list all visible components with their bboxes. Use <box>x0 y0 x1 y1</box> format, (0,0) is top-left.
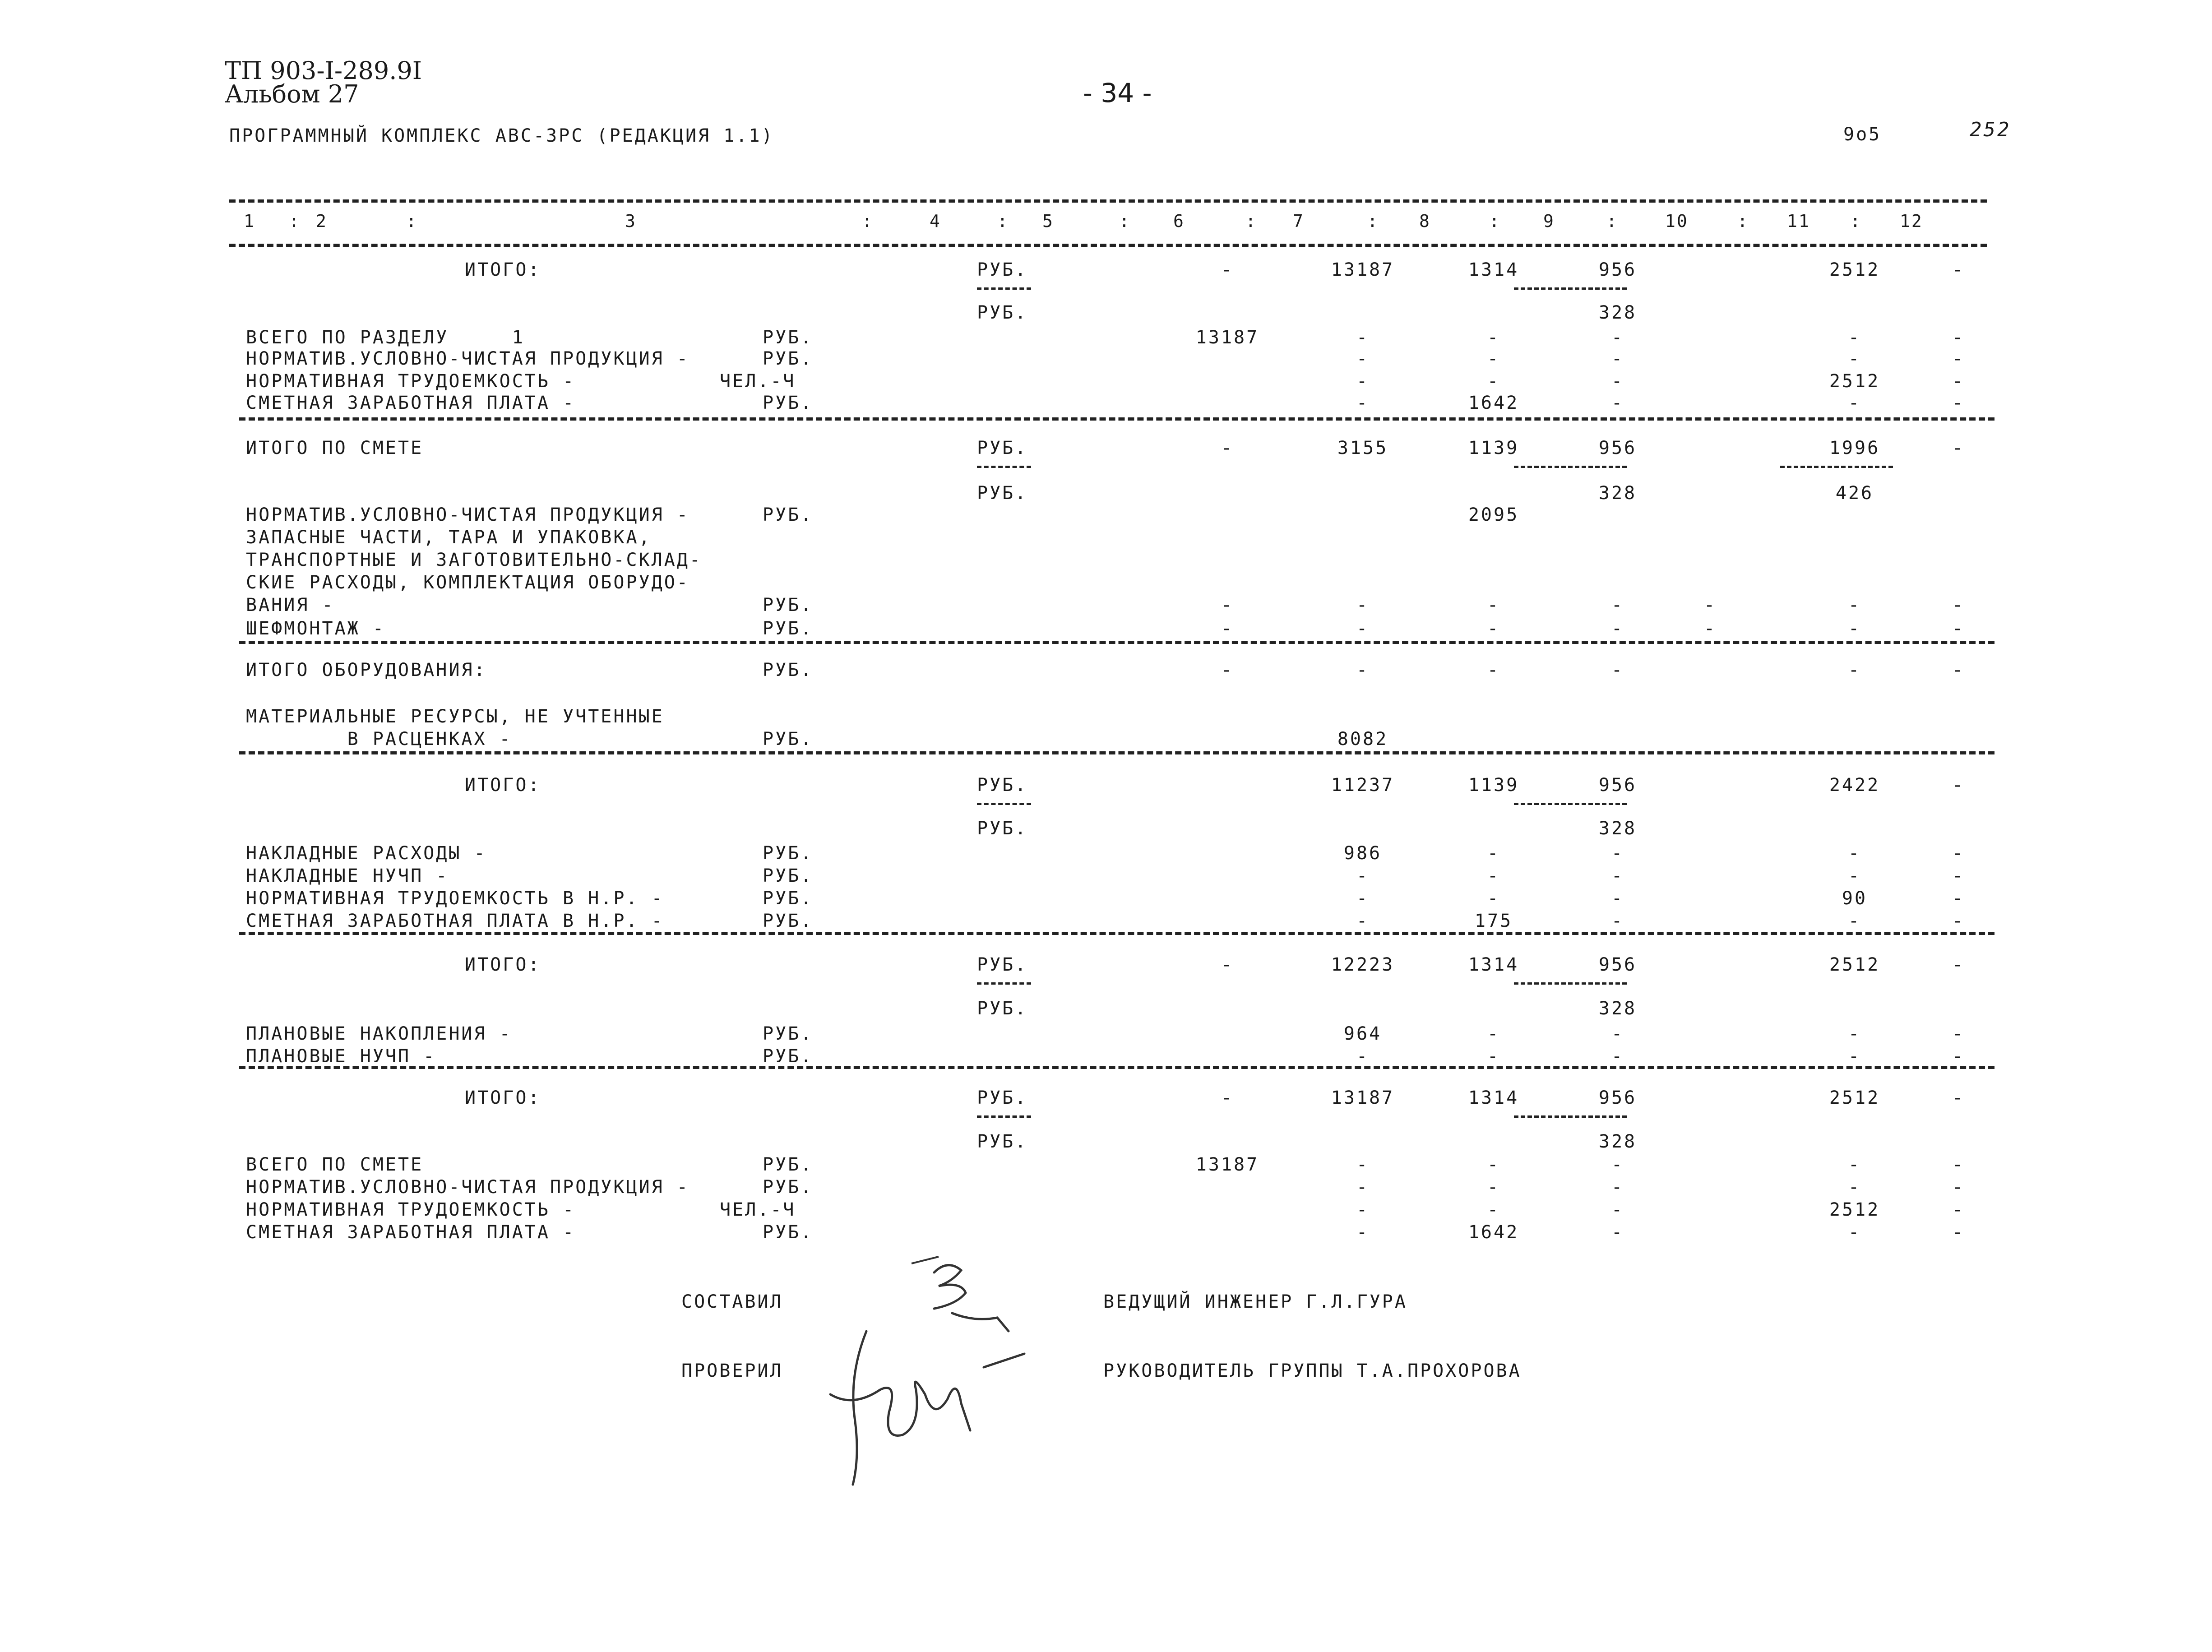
subtotal-underline <box>1514 982 1627 985</box>
cell-c8: - <box>1487 1154 1500 1175</box>
cell-c8: - <box>1487 660 1500 680</box>
cell-c12: - <box>1952 371 1965 392</box>
column-header-11: 11 <box>1787 211 1810 231</box>
cell-c7: 13187 <box>1331 1087 1395 1108</box>
row-label: СМЕТНАЯ ЗАРАБОТНАЯ ПЛАТА - <box>246 393 576 413</box>
cell-c12: - <box>1952 1154 1965 1175</box>
cell-c11: - <box>1848 327 1861 348</box>
column-header-7: 7 <box>1293 211 1305 231</box>
cell-c11: 2512 <box>1829 954 1880 975</box>
cell-c7: - <box>1356 393 1370 413</box>
cell-c9: 956 <box>1598 954 1637 975</box>
cell-c11: - <box>1848 618 1861 639</box>
row-unit: РУБ. <box>763 911 814 931</box>
section-separator <box>239 1066 1995 1069</box>
row-unit: РУБ. <box>977 954 1028 975</box>
cell-c11: - <box>1848 1046 1861 1067</box>
cell-c9: - <box>1611 1046 1624 1067</box>
row-unit: РУБ. <box>763 865 814 886</box>
cell-c9: 328 <box>1598 1131 1637 1152</box>
cell-c11: 2512 <box>1829 259 1880 280</box>
section-separator <box>239 417 1995 421</box>
cell-c7: - <box>1356 618 1370 639</box>
cell-c6: - <box>1221 259 1234 280</box>
unit-underline <box>977 982 1031 985</box>
column-header-1: 1 <box>244 211 255 231</box>
cell-c11: - <box>1848 1023 1861 1044</box>
cell-c8: 1314 <box>1468 954 1519 975</box>
row-label: ИТОГО: <box>465 954 541 975</box>
column-divider-8: : <box>1489 211 1501 231</box>
cell-c12: - <box>1952 1087 1965 1108</box>
cell-c11: - <box>1848 865 1861 886</box>
section-separator <box>239 641 1995 644</box>
cell-c8: - <box>1487 1023 1500 1044</box>
cell-c9: - <box>1611 911 1624 931</box>
cell-c11: - <box>1848 911 1861 931</box>
cell-c12: - <box>1952 1199 1965 1220</box>
cell-c6: - <box>1221 618 1234 639</box>
row-unit: РУБ. <box>763 618 814 639</box>
cell-c9: - <box>1611 843 1624 864</box>
row-label: ИТОГО: <box>465 775 541 796</box>
row-label: НОРМАТИВ.УСЛОВНО-ЧИСТАЯ ПРОДУКЦИЯ - <box>246 504 690 525</box>
column-divider-10: : <box>1737 211 1749 231</box>
column-divider-6: : <box>1245 211 1257 231</box>
cell-c7: - <box>1356 888 1370 909</box>
unit-underline <box>977 1115 1031 1118</box>
cell-c6: 13187 <box>1195 1154 1259 1175</box>
column-divider-5: : <box>1119 211 1131 231</box>
row-unit: РУБ. <box>763 1023 814 1044</box>
row-label: НОРМАТИВНАЯ ТРУДОЕМКОСТЬ В Н.Р. - <box>246 888 664 909</box>
row-label: ИТОГО ПО СМЕТЕ <box>246 438 424 458</box>
cell-c9: - <box>1611 1154 1624 1175</box>
cell-c12: - <box>1952 1222 1965 1243</box>
cell-c12: - <box>1952 259 1965 280</box>
cell-c7: - <box>1356 595 1370 615</box>
cell-c12: - <box>1952 618 1965 639</box>
cell-c8: 1139 <box>1468 438 1519 458</box>
cell-c12: - <box>1952 954 1965 975</box>
cell-c12: - <box>1952 843 1965 864</box>
subtotal-underline <box>1514 1115 1627 1118</box>
cell-c12: - <box>1952 1046 1965 1067</box>
cell-c12: - <box>1952 865 1965 886</box>
cell-c11: - <box>1848 843 1861 864</box>
cell-c8: - <box>1487 865 1500 886</box>
cell-c11: 90 <box>1842 888 1868 909</box>
cell-c9: 328 <box>1598 483 1637 504</box>
row-label: ПЛАНОВЫЕ НУЧП - <box>246 1046 436 1067</box>
cell-c11: 2512 <box>1829 1087 1880 1108</box>
cell-c7: - <box>1356 1046 1370 1067</box>
column-header-8: 8 <box>1419 211 1431 231</box>
cell-c7: - <box>1356 348 1370 369</box>
cell-c9: - <box>1611 865 1624 886</box>
page-number: - 34 - <box>1083 78 1152 108</box>
cell-c9: - <box>1611 371 1624 392</box>
cell-c11: 2512 <box>1829 371 1880 392</box>
cell-c8: - <box>1487 595 1500 615</box>
cell-c12: - <box>1952 393 1965 413</box>
cell-c12: - <box>1952 438 1965 458</box>
column-divider-9: : <box>1606 211 1618 231</box>
cell-c10: - <box>1703 618 1717 639</box>
cell-c9: 328 <box>1598 998 1637 1019</box>
row-unit: РУБ. <box>763 504 814 525</box>
cell-c9: 956 <box>1598 259 1637 280</box>
cell-c10: - <box>1703 595 1717 615</box>
cell-c9: - <box>1611 1199 1624 1220</box>
cell-c12: - <box>1952 775 1965 796</box>
row-unit: РУБ. <box>977 775 1028 796</box>
cell-c12: - <box>1952 660 1965 680</box>
cell-c11: - <box>1848 393 1861 413</box>
unit-underline <box>977 466 1031 468</box>
row-unit: РУБ. <box>763 327 814 348</box>
row-unit: РУБ. <box>977 438 1028 458</box>
row-label: СМЕТНАЯ ЗАРАБОТНАЯ ПЛАТА - <box>246 1222 576 1243</box>
signature-checked-icon <box>812 1322 1047 1494</box>
row-label: ВСЕГО ПО РАЗДЕЛУ 1 <box>246 327 525 348</box>
cell-c8: - <box>1487 327 1500 348</box>
cell-c11: - <box>1848 595 1861 615</box>
separator-header <box>229 244 1987 247</box>
cell-c8: 1642 <box>1468 1222 1519 1243</box>
cell-c9: - <box>1611 1023 1624 1044</box>
row-label: СМЕТНАЯ ЗАРАБОТНАЯ ПЛАТА В Н.Р. - <box>246 911 664 931</box>
row-label: НОРМАТИВ.УСЛОВНО-ЧИСТАЯ ПРОДУКЦИЯ - <box>246 1177 690 1198</box>
cell-c11: - <box>1848 660 1861 680</box>
cell-c11: - <box>1848 1222 1861 1243</box>
cell-c12: - <box>1952 348 1965 369</box>
cell-c8: 1314 <box>1468 1087 1519 1108</box>
cell-c9: - <box>1611 1177 1624 1198</box>
cell-c7: - <box>1356 865 1370 886</box>
row-unit: РУБ. <box>763 888 814 909</box>
cell-c9: 956 <box>1598 1087 1637 1108</box>
row-unit: РУБ. <box>763 1046 814 1067</box>
compiled-label: СОСТАВИЛ <box>681 1291 783 1312</box>
row-unit: РУБ. <box>763 1177 814 1198</box>
compiled-by: ВЕДУЩИЙ ИНЖЕНЕР Г.Л.ГУРА <box>1103 1291 1407 1312</box>
row-unit: РУБ. <box>763 660 814 680</box>
row-unit: ЧЕЛ.-Ч <box>720 1199 796 1220</box>
row-unit: РУБ. <box>763 729 814 750</box>
row-unit: РУБ. <box>977 818 1028 839</box>
cell-c11: 2422 <box>1829 775 1880 796</box>
section-separator <box>239 932 1995 935</box>
cell-c9: - <box>1611 660 1624 680</box>
row-label: НОРМАТИВНАЯ ТРУДОЕМКОСТЬ - <box>246 371 576 392</box>
cell-c6: - <box>1221 954 1234 975</box>
row-label: ТРАНСПОРТНЫЕ И ЗАГОТОВИТЕЛЬНО-СКЛАД- <box>246 550 702 570</box>
column-header-3: 3 <box>625 211 637 231</box>
column-divider-11: : <box>1850 211 1862 231</box>
row-unit: РУБ. <box>977 998 1028 1019</box>
cell-c7: 986 <box>1343 843 1382 864</box>
row-label: ИТОГО: <box>465 259 541 280</box>
cell-c11: - <box>1848 1154 1861 1175</box>
row-label: ИТОГО: <box>465 1087 541 1108</box>
cell-c9: 328 <box>1598 302 1637 323</box>
row-unit: ЧЕЛ.-Ч <box>720 371 796 392</box>
row-unit: РУБ. <box>977 1087 1028 1108</box>
row-unit: РУБ. <box>977 483 1028 504</box>
cell-c9: 956 <box>1598 775 1637 796</box>
row-unit: РУБ. <box>763 348 814 369</box>
row-label: ЗАПАСНЫЕ ЧАСТИ, ТАРА И УПАКОВКА, <box>246 527 652 548</box>
row-unit: РУБ. <box>763 843 814 864</box>
cell-c9: - <box>1611 327 1624 348</box>
row-label: ВАНИЯ - <box>246 595 335 615</box>
cell-c12: - <box>1952 1023 1965 1044</box>
cell-c8: - <box>1487 888 1500 909</box>
cell-c6: - <box>1221 1087 1234 1108</box>
row-label: НОРМАТИВ.УСЛОВНО-ЧИСТАЯ ПРОДУКЦИЯ - <box>246 348 690 369</box>
cell-c8: 2095 <box>1468 504 1519 525</box>
cell-c7: - <box>1356 660 1370 680</box>
cell-c7: - <box>1356 1222 1370 1243</box>
cell-c11: - <box>1848 1177 1861 1198</box>
album-label: Альбом 27 <box>225 80 359 108</box>
cell-c9: - <box>1611 595 1624 615</box>
cell-c6: 13187 <box>1195 327 1259 348</box>
row-unit: РУБ. <box>977 1131 1028 1152</box>
cell-c6: - <box>1221 660 1234 680</box>
cell-c7: - <box>1356 1177 1370 1198</box>
cell-c7: 3155 <box>1337 438 1388 458</box>
column-header-9: 9 <box>1543 211 1555 231</box>
cell-c9: - <box>1611 618 1624 639</box>
cell-c8: 175 <box>1474 911 1513 931</box>
cell-c9: - <box>1611 393 1624 413</box>
cell-c8: - <box>1487 1046 1500 1067</box>
row-unit: РУБ. <box>763 1154 814 1175</box>
separator-top <box>229 199 1987 203</box>
cell-c9: - <box>1611 348 1624 369</box>
column-header-4: 4 <box>930 211 941 231</box>
row-label: МАТЕРИАЛЬНЫЕ РЕСУРСЫ, НЕ УЧТЕННЫЕ <box>246 706 664 727</box>
cell-c7: 8082 <box>1337 729 1388 750</box>
column-header-6: 6 <box>1173 211 1185 231</box>
sheet-number-b: 252 <box>1970 118 2011 141</box>
column-divider-4: : <box>997 211 1009 231</box>
cell-c7: 12223 <box>1331 954 1395 975</box>
section-separator <box>239 751 1995 754</box>
cell-c7: - <box>1356 1199 1370 1220</box>
cell-c8: 1139 <box>1468 775 1519 796</box>
cell-c11: 2512 <box>1829 1199 1880 1220</box>
column-header-10: 10 <box>1665 211 1689 231</box>
doc-code: ТП 903-I-289.9I <box>225 56 422 85</box>
cell-c8: 1642 <box>1468 393 1519 413</box>
cell-c6: - <box>1221 438 1234 458</box>
column-header-5: 5 <box>1042 211 1054 231</box>
subtotal-underline <box>1514 287 1627 290</box>
cell-c7: 11237 <box>1331 775 1395 796</box>
cell-c12: - <box>1952 1177 1965 1198</box>
program-title: ПРОГРАММНЫЙ КОМПЛЕКС АВС-3РС (РЕДАКЦИЯ 1.1) <box>229 125 774 146</box>
cell-c11: 1996 <box>1829 438 1880 458</box>
cell-c7: - <box>1356 911 1370 931</box>
column-divider-7: : <box>1367 211 1379 231</box>
cell-c11: - <box>1848 348 1861 369</box>
row-label: ИТОГО ОБОРУДОВАНИЯ: <box>246 660 487 680</box>
cell-c8: - <box>1487 618 1500 639</box>
checked-by: РУКОВОДИТЕЛЬ ГРУППЫ Т.А.ПРОХОРОВА <box>1103 1360 1522 1381</box>
row-label: ВСЕГО ПО СМЕТЕ <box>246 1154 424 1175</box>
cell-c9: 956 <box>1598 438 1637 458</box>
row-label: НОРМАТИВНАЯ ТРУДОЕМКОСТЬ - <box>246 1199 576 1220</box>
cell-c11: 426 <box>1835 483 1874 504</box>
row-label: НАКЛАДНЫЕ НУЧП - <box>246 865 449 886</box>
row-label: В РАСЦЕНКАХ - <box>246 729 512 750</box>
cell-c8: - <box>1487 843 1500 864</box>
cell-c8: - <box>1487 1199 1500 1220</box>
cell-c8: 1314 <box>1468 259 1519 280</box>
column-divider-3: : <box>862 211 874 231</box>
column-header-12: 12 <box>1900 211 1923 231</box>
cell-c9: 328 <box>1598 818 1637 839</box>
column-divider-1: : <box>289 211 301 231</box>
cell-c8: - <box>1487 1177 1500 1198</box>
cell-c12: - <box>1952 327 1965 348</box>
column-divider-2: : <box>406 211 418 231</box>
cell-c7: - <box>1356 327 1370 348</box>
cell-c8: - <box>1487 371 1500 392</box>
cell-c12: - <box>1952 595 1965 615</box>
column-header-2: 2 <box>316 211 328 231</box>
row-unit: РУБ. <box>763 1222 814 1243</box>
cell-c8: - <box>1487 348 1500 369</box>
row-unit: РУБ. <box>977 302 1028 323</box>
subtotal-underline <box>1780 466 1893 468</box>
cell-c6: - <box>1221 595 1234 615</box>
row-label: СКИЕ РАСХОДЫ, КОМПЛЕКТАЦИЯ ОБОРУДО- <box>246 572 690 593</box>
subtotal-underline <box>1514 803 1627 805</box>
cell-c12: - <box>1952 888 1965 909</box>
cell-c7: - <box>1356 371 1370 392</box>
row-unit: РУБ. <box>977 259 1028 280</box>
subtotal-underline <box>1514 466 1627 468</box>
unit-underline <box>977 287 1031 290</box>
row-label: ПЛАНОВЫЕ НАКОПЛЕНИЯ - <box>246 1023 512 1044</box>
cell-c7: 964 <box>1343 1023 1382 1044</box>
cell-c12: - <box>1952 911 1965 931</box>
row-label: ШЕФМОНТАЖ - <box>246 618 385 639</box>
cell-c7: - <box>1356 1154 1370 1175</box>
cell-c9: - <box>1611 888 1624 909</box>
checked-label: ПРОВЕРИЛ <box>681 1360 783 1381</box>
cell-c7: 13187 <box>1331 259 1395 280</box>
row-unit: РУБ. <box>763 595 814 615</box>
cell-c9: - <box>1611 1222 1624 1243</box>
row-label: НАКЛАДНЫЕ РАСХОДЫ - <box>246 843 487 864</box>
row-unit: РУБ. <box>763 393 814 413</box>
unit-underline <box>977 803 1031 805</box>
sheet-number-a: 9о5 <box>1843 124 1882 145</box>
